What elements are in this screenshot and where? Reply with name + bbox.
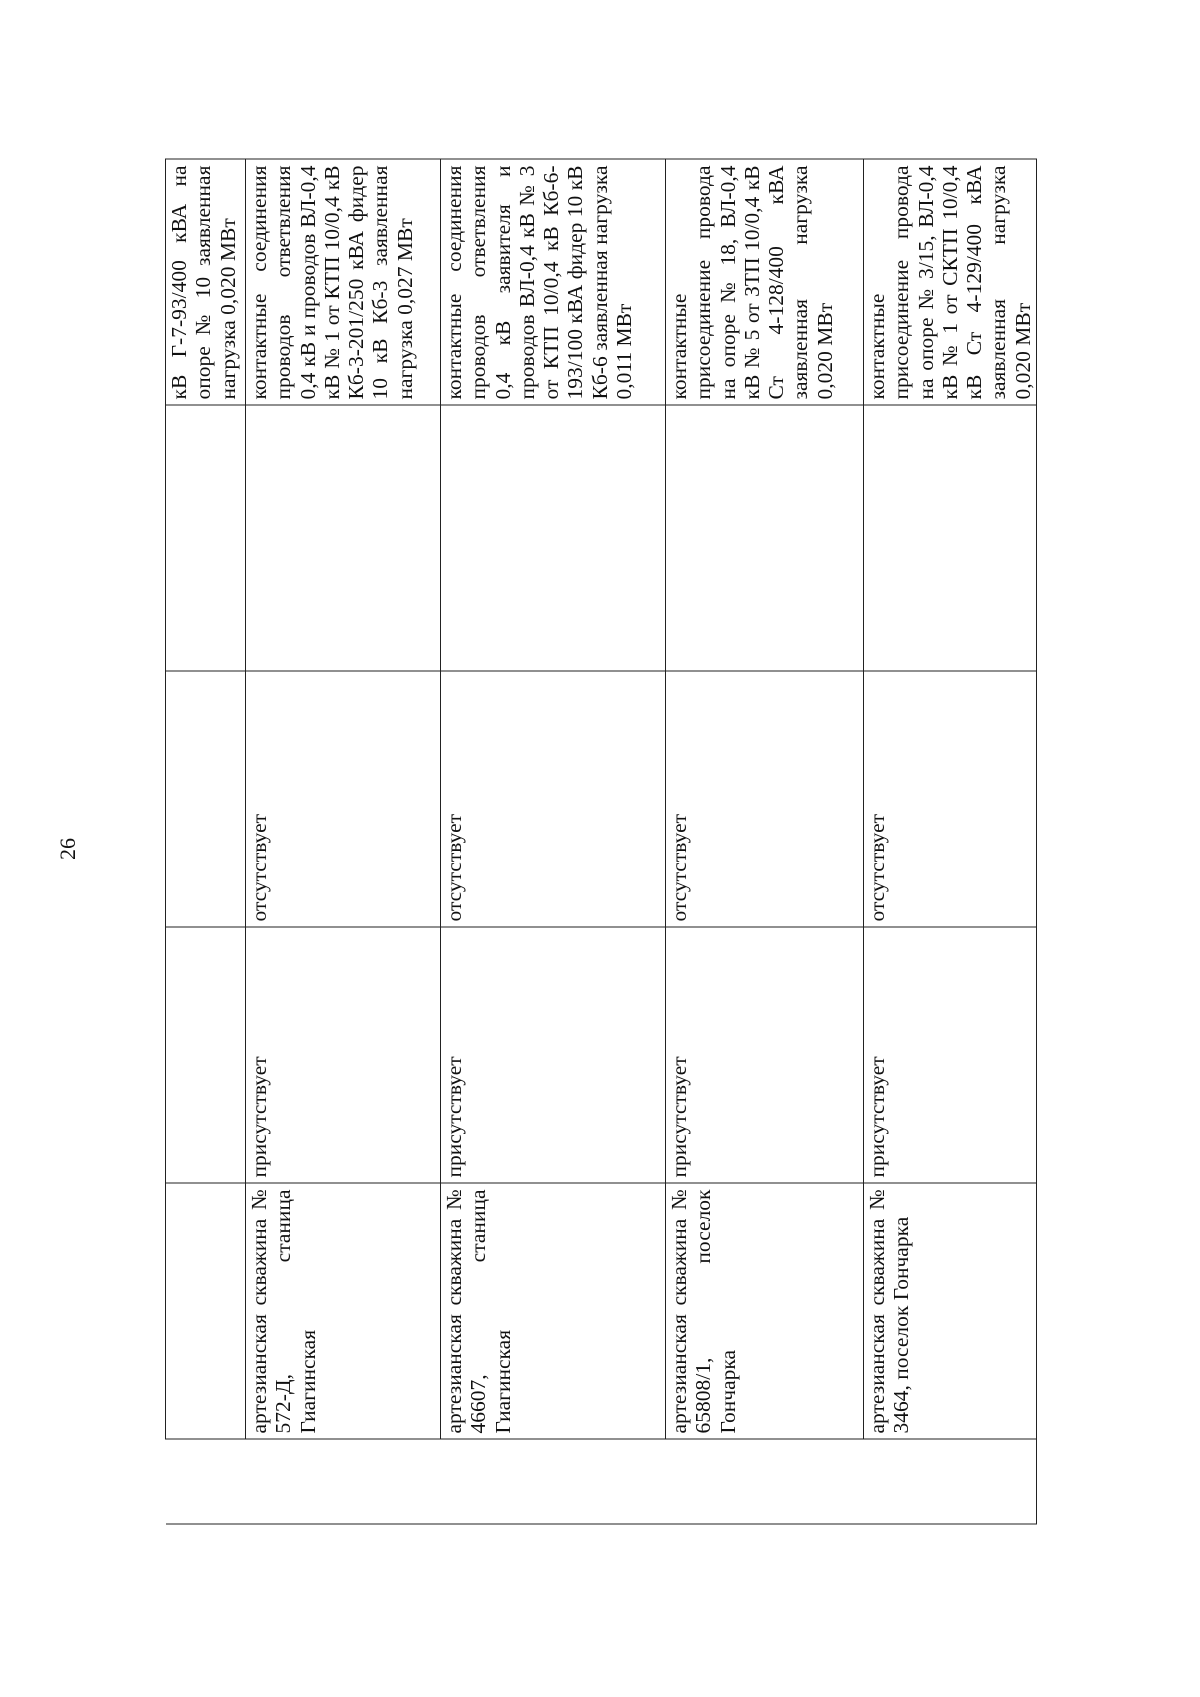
description-cell: кВ Г-7-93/400 кВА на опоре № 10 заявленная нагрузка 0,020 МВт bbox=[166, 159, 246, 405]
empty-cell bbox=[666, 405, 864, 671]
absence-cell: отсутствует bbox=[246, 671, 441, 927]
presence-cell: присутствует bbox=[246, 927, 441, 1183]
absence-cell: отсутствует bbox=[666, 671, 864, 927]
presence-cell: присутствует bbox=[864, 927, 1037, 1183]
empty-cell bbox=[246, 405, 441, 671]
object-cell: артезианская скважина № 65808/1, поселок Гончарка bbox=[666, 1183, 864, 1439]
page-number: 26 bbox=[55, 838, 80, 860]
description-cell: контактные присоединение провода на опоре № 18, ВЛ-0,4 кВ № 5 от ЗТП 10/0,4 кВ Ст 4-128/400 кВА заявленная нагрузка 0,020 МВт bbox=[666, 159, 864, 405]
table-row-continuation bbox=[166, 159, 246, 1524]
rotated-table-container bbox=[165, 160, 1035, 1525]
empty-cell bbox=[864, 405, 1037, 671]
empty-cell bbox=[441, 405, 666, 671]
object-cell bbox=[166, 1183, 246, 1439]
absence-cell: отсутствует bbox=[441, 671, 666, 927]
presence-cell: присутствует bbox=[666, 927, 864, 1183]
empty-cell bbox=[166, 405, 246, 671]
presence-cell: присутствует bbox=[441, 927, 666, 1183]
description-cell: контактные соединения проводов ответвления 0,4 кВ заявителя и проводов ВЛ-0,4 кВ № 3 от КТП 10/0,4 кВ Кб-6-193/100 кВА фидер 10 кВ Кб-6 заявленная нагрузка 0,011 МВт bbox=[441, 159, 666, 405]
table-row bbox=[666, 159, 864, 1524]
description-cell: контактные присоединение провода на опоре № 3/15, ВЛ-0,4 кВ № 1 от СКТП 10/0,4 кВ Ст 4-129/400 кВА заявленная нагрузка 0,020 МВт bbox=[864, 159, 1037, 405]
description-cell: контактные соединения проводов ответвления 0,4 кВ и проводов ВЛ-0,4 кВ № 1 от КТП 10/0,4 кВ Кб-3-201/250 кВА фидер 10 кВ Кб-3 заявленная нагрузка 0,027 МВт bbox=[246, 159, 441, 405]
object-cell: артезианская скважина № 572-Д, станица Гиагинская bbox=[246, 1183, 441, 1439]
absence-cell: отсутствует bbox=[864, 671, 1037, 927]
table-row bbox=[864, 159, 1037, 1524]
table-row bbox=[246, 159, 441, 1524]
data-table bbox=[165, 159, 1037, 1525]
status-cell bbox=[166, 927, 246, 1183]
object-cell: артезианская скважина № 46607, станица Гиагинская bbox=[441, 1183, 666, 1439]
status-cell bbox=[166, 671, 246, 927]
side-column-cell bbox=[166, 1439, 1037, 1524]
object-cell: артезианская скважина № 3464, поселок Гончарка bbox=[864, 1183, 1037, 1439]
table-row bbox=[441, 159, 666, 1524]
